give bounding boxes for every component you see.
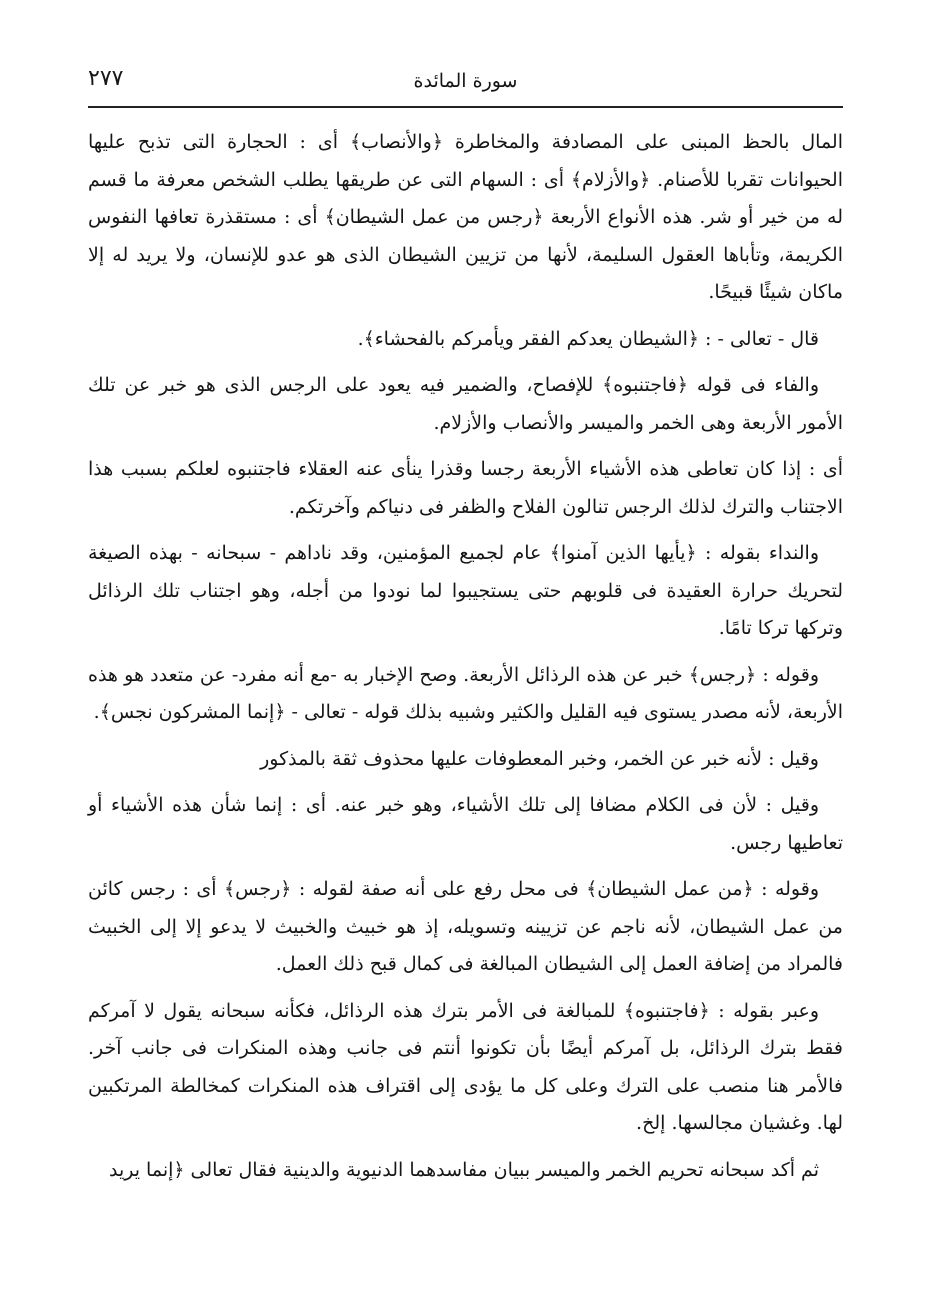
paragraph: وقوله : ﴿من عمل الشيطان﴾ فى محل رفع على أنه صفة لقوله : ﴿رجس﴾ أى : رجس كائن من عمل الشيطان، لأنه ناجم عن تزيينه وتسويله، إذ هو خبيث والخبيث لا يدعو إلا إلى الخبيث فالمراد من إضافة العمل إلى الشيطان المبالغة فى كمال قبح ذلك العمل. [88,878,843,975]
page-body-text [88,124,843,1198]
paragraph: المال بالحظ المبنى على المصادفة والمخاطرة ﴿والأنصاب﴾ أى : الحجارة التى تذبح عليها الحيوانات تقربا للأصنام. ﴿والأزلام﴾ أى : السهام التى عن طريقها يطلب الشخص معرفة ما قسم له من خير أو شر. هذه الأنواع الأربعة ﴿رجس من عمل الشيطان﴾ أى : مستقذرة تعافها النفوس الكريمة، وتأباها العقول السليمة، لأنها من تزيين الشيطان الذى هو عدو للإنسان، ولا يريد له إلا ماكان شيئًا قبيحًا. [88,131,843,303]
paragraph: وقيل : لأنه خبر عن الخمر، وخبر المعطوفات عليها محذوف ثقة بالمذكور [260,747,819,770]
paragraph: أى : إذا كان تعاطى هذه الأشياء الأربعة رجسا وقذرا ينأى عنه العقلاء فاجتنبوه لعلكم بسبب هذا الاجتناب والترك لذلك الرجس تنالون الفلاح والظفر فى دنياكم وآخرتكم. [88,458,843,518]
paragraph: وقوله : ﴿رجس﴾ خبر عن هذه الرذائل الأربعة. وصح الإخبار به -مع أنه مفرد- عن متعدد هو هذه الأربعة، لأنه مصدر يستوى فيه القليل والكثير وشبيه بذلك قوله - تعالى - ﴿إنما المشركون نجس﴾. [88,663,843,723]
paragraph: وقيل : لأن فى الكلام مضافا إلى تلك الأشياء، وهو خبر عنه. أى : إنما شأن هذه الأشياء أو تعاطيها رجس. [88,794,843,854]
paragraph: ثم أكد سبحانه تحريم الخمر والميسر ببيان مفاسدهما الدنيوية والدينية فقال تعالى ﴿إنما يريد [108,1158,819,1181]
paragraph: قال - تعالى - : ﴿الشيطان يعدكم الفقر ويأمركم بالفحشاء﴾. [357,327,819,350]
page-header [88,66,843,108]
paragraph: والنداء بقوله : ﴿يأيها الذين آمنوا﴾ عام لجميع المؤمنين، وقد ناداهم - سبحانه - بهذه الصيغة لتحريك حرارة العقيدة فى قلوبهم حتى يستجيبوا لما نودوا من أجله، وهو اجتناب تلك الرذائل وتركها تركا تامًا. [88,542,843,639]
paragraph: والفاء فى قوله ﴿فاجتنبوه﴾ للإفصاح، والضمير فيه يعود على الرجس الذى هو خبر عن تلك الأمور الأربعة وهى الخمر والميسر والأنصاب والأزلام. [88,374,843,434]
paragraph: وعبر بقوله : ﴿فاجتنبوه﴾ للمبالغة فى الأمر بترك هذه الرذائل، فكأنه سبحانه يقول لا آمركم فقط بترك الرذائل، بل آمركم أيضًا بأن تكونوا أنتم فى جانب وهذه المنكرات فى جانب آخر. فالأمر هنا منصب على الترك وعلى كل ما يؤدى إلى اقتراف هذه المنكرات كمخالطة المرتكبين لها. وغشيان مجالسها. إلخ. [88,999,843,1134]
running-title: سورة المائدة [413,70,518,92]
page-number: ٢٧٧ [88,66,124,91]
